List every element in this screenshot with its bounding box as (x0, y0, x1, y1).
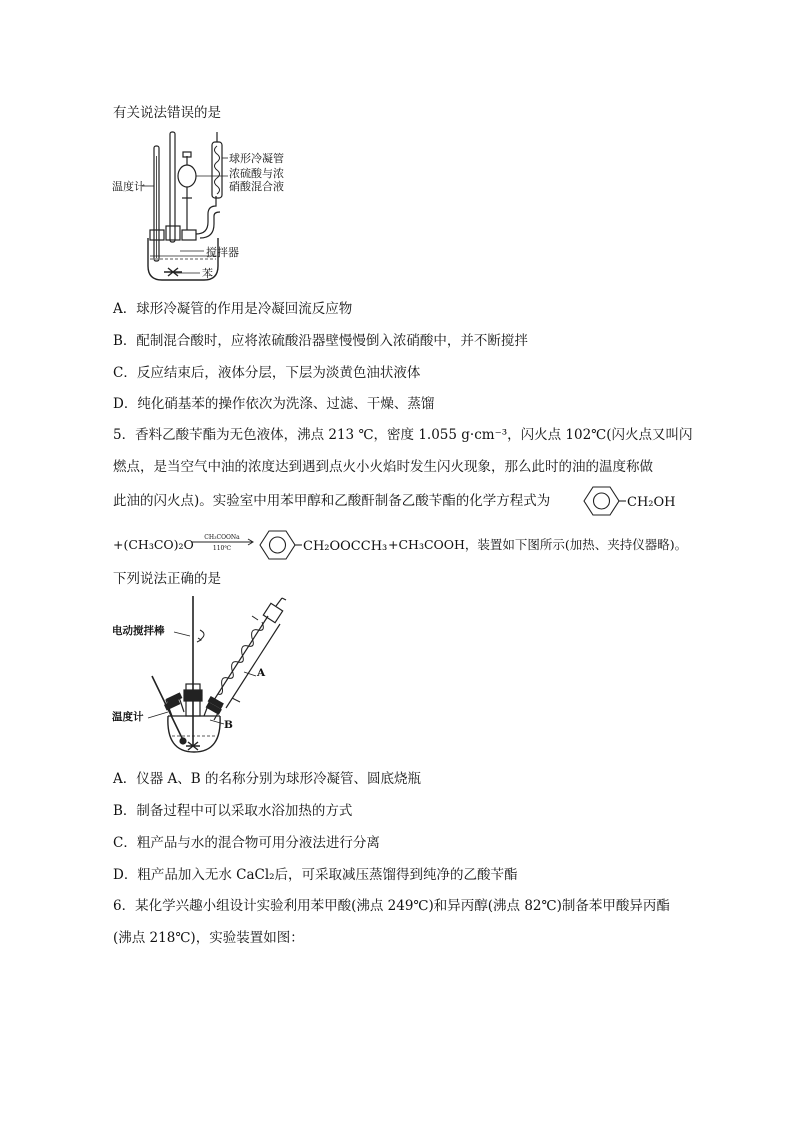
temperature-label: 110℃ (212, 545, 232, 552)
q4-stem: 有关说法错误的是 (113, 105, 221, 121)
catalyst-label: CH₃COONa (204, 534, 240, 541)
q4-option-a: A．球形冷凝管的作用是冷凝回流反应物 (113, 301, 353, 317)
q5-eq-right: +CH₃COOH，装置如下图所示(加热、夹持仪器略)。 (388, 537, 688, 552)
q5-option-c: C．粗产品与水的混合物可用分液法进行分离 (113, 835, 380, 851)
q4-option-c: C．反应结束后，液体分层，下层为淡黄色油状液体 (113, 365, 421, 381)
label-condenser: 球形冷凝管 (229, 152, 284, 165)
esterification-apparatus-figure (112, 596, 302, 756)
q5-line-2: 燃点，是当空气中油的浓度达到遇到点火小火焰时发生闪火现象，那么此时的油的温度称做 (113, 459, 653, 475)
benzyl-alcohol-structure (574, 484, 694, 518)
ch2ooccch3-group: CH₂OOCCH₃ (303, 539, 388, 554)
q5-line-1: 5．香料乙酸苄酯为无色液体，沸点 213 ℃，密度 1.055 g·cm⁻³，闪火点 102℃(闪火点又叫闪 (113, 427, 693, 443)
reaction-arrow (190, 530, 256, 554)
label-b: B (224, 719, 233, 731)
q5-eq-left: +(CH₃CO)₂O (113, 537, 194, 552)
q4-option-d: D．纯化硝基苯的操作依次为洗涤、过滤、干燥、蒸馏 (113, 396, 435, 412)
benzene-ring-icon (584, 487, 619, 515)
label-electric-stirrer: 电动搅拌棒 (112, 625, 165, 637)
label-thermometer: 温度计 (112, 180, 145, 193)
benzene-ring-icon (260, 531, 295, 559)
nitration-apparatus-figure (112, 126, 302, 284)
label-a: A (257, 667, 266, 679)
q6-line-1: 6．某化学兴趣小组设计实验利用苯甲酸(沸点 249℃)和异丙醇(沸点 82℃)制备苯甲酸异丙酯 (113, 898, 670, 914)
label-acid-2: 硝酸混合液 (229, 180, 284, 193)
ch2oh-group: CH₂OH (627, 495, 676, 510)
label-thermometer-2: 温度计 (112, 711, 144, 723)
q5-stem: 下列说法正确的是 (113, 571, 221, 587)
benzyl-acetate-structure (258, 528, 388, 562)
q5-option-b: B．制备过程中可以采取水浴加热的方式 (113, 803, 353, 819)
q6-line-2: (沸点 218℃)，实验装置如图： (113, 930, 304, 946)
q5-line-3: 此油的闪火点)。实验室中用苯甲醇和乙酸酐制备乙酸苄酯的化学方程式为 (113, 493, 551, 509)
q5-option-d: D．粗产品加入无水 CaCl₂后，可采取减压蒸馏得到纯净的乙酸苄酯 (113, 867, 518, 883)
q5-option-a: A．仪器 A、B 的名称分别为球形冷凝管、圆底烧瓶 (113, 771, 422, 787)
label-stirrer: 搅拌器 (206, 246, 239, 259)
q4-option-b: B．配制混合酸时，应将浓硫酸沿器壁慢慢倒入浓硝酸中，并不断搅拌 (113, 333, 528, 349)
label-acid-1: 浓硫酸与浓 (229, 167, 284, 180)
label-benzene: 苯 (202, 267, 213, 280)
